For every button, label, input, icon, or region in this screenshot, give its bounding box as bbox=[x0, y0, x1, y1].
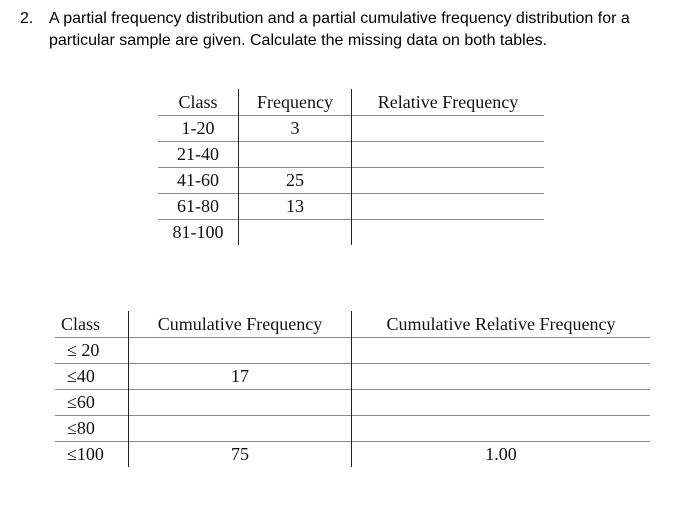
table-cell bbox=[129, 338, 352, 364]
question-number: 2. bbox=[20, 10, 34, 27]
table-cell bbox=[239, 220, 352, 246]
table-row bbox=[55, 442, 650, 468]
table-row bbox=[55, 338, 650, 364]
table-cell: 3 bbox=[239, 116, 352, 142]
table-row bbox=[55, 364, 650, 390]
cumulative-frequency-table bbox=[55, 311, 650, 467]
table-cell: 17 bbox=[129, 364, 352, 390]
table-cell bbox=[352, 416, 651, 442]
table-row bbox=[158, 142, 544, 168]
column-header: Cumulative Frequency bbox=[129, 311, 352, 338]
table-cell: 21-40 bbox=[158, 142, 239, 168]
table-row bbox=[158, 194, 544, 220]
table-header-row bbox=[55, 311, 650, 338]
table-cell: 61-80 bbox=[158, 194, 239, 220]
table-row bbox=[55, 416, 650, 442]
table-cell: ≤80 bbox=[55, 416, 129, 442]
table-cell: 75 bbox=[129, 442, 352, 468]
table-cell bbox=[352, 364, 651, 390]
column-header: Frequency bbox=[239, 89, 352, 116]
table-row bbox=[158, 116, 544, 142]
table-cell: 41-60 bbox=[158, 168, 239, 194]
table-cell bbox=[352, 338, 651, 364]
table-cell bbox=[352, 168, 545, 194]
table-cell: ≤40 bbox=[55, 364, 129, 390]
table-cell: ≤100 bbox=[55, 442, 129, 468]
table-cell: 13 bbox=[239, 194, 352, 220]
table-cell bbox=[239, 142, 352, 168]
table-cell: 81-100 bbox=[158, 220, 239, 246]
table-cell: 1-20 bbox=[158, 116, 239, 142]
table-row bbox=[158, 220, 544, 246]
table-row bbox=[158, 168, 544, 194]
table-cell bbox=[352, 390, 651, 416]
table-cell: 1.00 bbox=[352, 442, 651, 468]
table-cell bbox=[352, 194, 545, 220]
table-cell: ≤60 bbox=[55, 390, 129, 416]
table-cell bbox=[129, 416, 352, 442]
frequency-table bbox=[158, 89, 544, 245]
column-header: Relative Frequency bbox=[377, 91, 519, 112]
table-row bbox=[55, 390, 650, 416]
column-header: Class bbox=[55, 311, 129, 338]
column-header: Cumulative Relative Frequency bbox=[386, 313, 616, 334]
table-cell bbox=[352, 142, 545, 168]
table-header-row bbox=[158, 89, 544, 116]
column-header: Class bbox=[158, 89, 239, 116]
table-cell bbox=[352, 220, 545, 246]
table-cell: 25 bbox=[239, 168, 352, 194]
table-cell bbox=[352, 116, 545, 142]
question-text: A partial frequency distribution and a partial cumulative frequency distribution for a particular sample are given. Calculate the missing data on both tables. bbox=[49, 10, 630, 49]
table-cell bbox=[129, 390, 352, 416]
table-cell: ≤ 20 bbox=[55, 338, 129, 364]
